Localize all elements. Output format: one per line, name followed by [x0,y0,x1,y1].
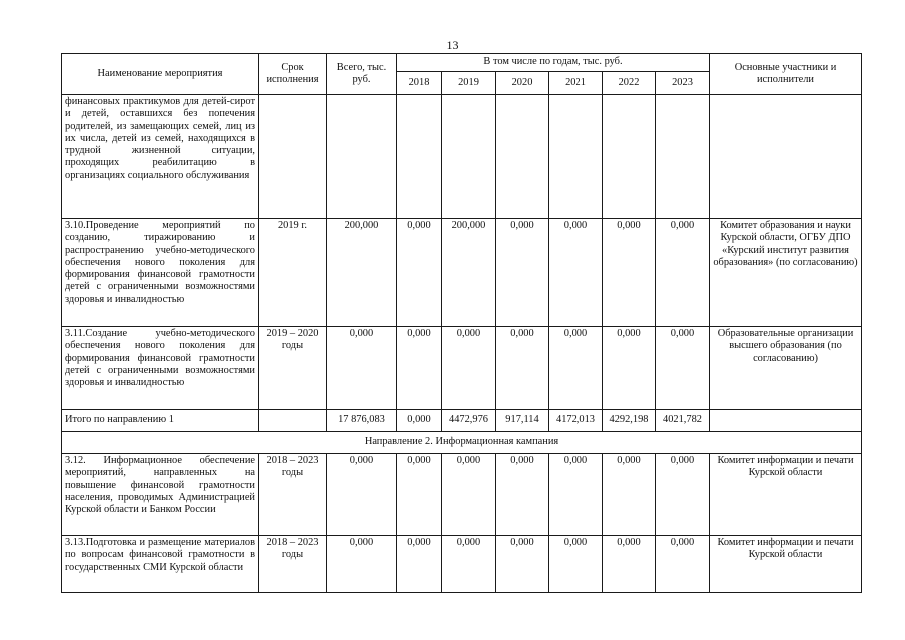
activity-term [259,95,327,219]
header-name: Наименование мероприятия [62,54,259,95]
activity-year-value: 0,000 [656,536,710,593]
activity-name: 3.13.Подготовка и размещение материалов по вопросам финансовой грамотности в государственных СМИ Курской области [62,536,259,593]
activity-year-value: 0,000 [549,454,603,536]
activity-participants: Комитет образования и науки Курской области, ОГБУ ДПО «Курский институт развития образования» (по согласованию) [710,219,862,327]
header-year: 2022 [603,72,656,95]
activity-participants: Комитет информации и печати Курской области [710,536,862,593]
activity-year-value: 0,000 [496,219,549,327]
activity-year-value: 0,000 [603,327,656,410]
activity-year-value: 0,000 [603,219,656,327]
total-year-value: 4172,013 [549,410,603,432]
activity-year-value: 0,000 [656,327,710,410]
activity-year-value: 0,000 [496,454,549,536]
activity-name: финансовых практикумов для детей-сирот и детей, оставшихся без попечения родителей, из замещающих семей, лиц из их числа, детей из семей, находящихся в трудной жизненной ситуации, проходящих реабилитацию в организациях социального обслуживания [62,95,259,219]
activity-year-value: 0,000 [656,454,710,536]
total-year-value: 917,114 [496,410,549,432]
section-heading: Направление 2. Информационная кампания [62,432,862,454]
header-participants: Основные участники и исполнители [710,54,862,95]
section-heading-row [62,432,862,454]
total-participants [710,410,862,432]
total-row [62,410,862,432]
activity-term: 2018 – 2023 годы [259,454,327,536]
activity-total: 200,000 [327,219,397,327]
total-year-value: 4292,198 [603,410,656,432]
activity-name: 3.11.Создание учебно-методического обеспечения нового поколения для формирования финансовой грамотности детей с ограниченными возможностями здоровья и инвалидностью [62,327,259,410]
activity-participants: Образовательные организации высшего образования (по согласованию) [710,327,862,410]
activity-year-value [442,95,496,219]
activity-term: 2018 – 2023 годы [259,536,327,593]
header-year: 2020 [496,72,549,95]
header-year: 2019 [442,72,496,95]
activity-year-value: 0,000 [496,327,549,410]
activity-year-value: 0,000 [603,536,656,593]
activity-year-value [656,95,710,219]
table-row [62,327,862,410]
header-total: Всего, тыс. руб. [327,54,397,95]
activity-name: 3.12. Информационное обеспечение мероприятий, направленных на повышение финансовой грамотности населения, проводимых Администрацией Курской области и Банком России [62,454,259,536]
activity-year-value: 0,000 [549,536,603,593]
program-activities-table [61,53,862,593]
table-row [62,95,862,219]
activity-term: 2019 – 2020 годы [259,327,327,410]
total-year-value: 4472,976 [442,410,496,432]
activity-year-value [496,95,549,219]
activity-year-value: 0,000 [603,454,656,536]
total-year-value: 4021,782 [656,410,710,432]
header-year: 2018 [397,72,442,95]
activity-name: 3.10.Проведение мероприятий по созданию, тиражированию и распространению учебно-методического обеспечения нового поколения для формирования финансовой грамотности детей с ограниченными возможностями здоровья и инвалидностью [62,219,259,327]
activity-year-value: 0,000 [397,327,442,410]
activity-term: 2019 г. [259,219,327,327]
activity-year-value: 0,000 [397,454,442,536]
header-row-1 [62,54,862,72]
activity-year-value: 0,000 [549,219,603,327]
activity-year-value: 200,000 [442,219,496,327]
activity-year-value: 0,000 [442,454,496,536]
header-term: Срок исполнения [259,54,327,95]
activity-participants: Комитет информации и печати Курской области [710,454,862,536]
activity-total: 0,000 [327,454,397,536]
header-year: 2023 [656,72,710,95]
activity-year-value: 0,000 [442,536,496,593]
activity-year-value [603,95,656,219]
page-number: 13 [446,38,459,52]
activity-year-value: 0,000 [397,219,442,327]
activity-year-value [549,95,603,219]
total-label: Итого по направлению 1 [62,410,259,432]
header-by-years: В том числе по годам, тыс. руб. [397,54,710,72]
activity-year-value: 0,000 [496,536,549,593]
activity-participants [710,95,862,219]
table-row [62,219,862,327]
total-amount: 17 876,083 [327,410,397,432]
total-year-value: 0,000 [397,410,442,432]
activity-year-value: 0,000 [549,327,603,410]
activity-year-value: 0,000 [656,219,710,327]
activity-total: 0,000 [327,327,397,410]
activity-total: 0,000 [327,536,397,593]
table-row [62,536,862,593]
activity-total [327,95,397,219]
table-row [62,454,862,536]
total-term [259,410,327,432]
activity-year-value: 0,000 [397,536,442,593]
header-year: 2021 [549,72,603,95]
activity-year-value: 0,000 [442,327,496,410]
activity-year-value [397,95,442,219]
